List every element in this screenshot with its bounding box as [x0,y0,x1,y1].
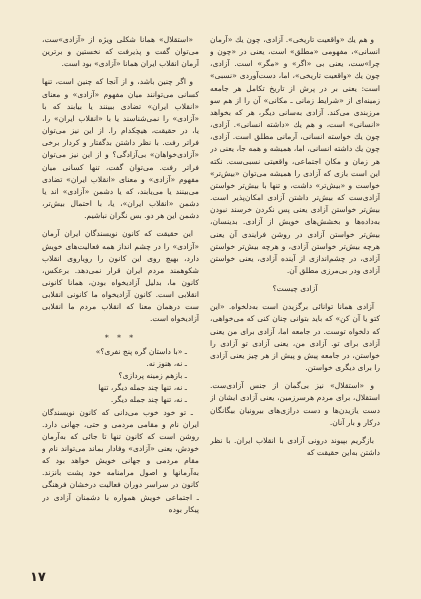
paragraph: ـ تو خود خوب می‌دانی که کانون نویسندگان ایران نام و مقامی مردمی و حتی، جهانی دارد. روشن است که کانون تنها تا جائی که به‌آرمان خودش، یعنی «آزادی» وفادار بماند می‌تواند نام و مقام مردمی و جهانی خویش خواهد بود که به‌آرمانها و اصول مرامنامه خود پشت بانزند. کانون در سراسر دوران فعالیت درخشان فرهنگی ـ اجتماعی خویش همواره با دشمنان آزادی در پیکار بوده [42,407,199,514]
paragraph: آزادی همانا توانائی برگزیدن است به‌دلخواه. «این کتو یا آن کن» که باید بتوانی چنان کنی که می‌خواهی، که دلخواه توست. در جامعه اما، آزادی برای من یعنی آزادی برای تو. آزادی من، یعنی آزادی تو آزادی را خواستن، در جامعه پیش و پیش از هر چیز یعنی آزادی را برای دیگری خواستن. [210,302,380,373]
paragraph: و هم یك «واقعیت تاریخی». آزادی، چون یك «آرمان انسانی»، مفهومی «مطلق» است، یعنی در «چون و چرا»ست، یعنی بی «اگر» و «مگر» است. آزادی، چون یك «واقعیت تاریخی»، اما، دست‌آوردی «نسبی» است: یعنی بر در پرش از تاریخ تکامل هر جامعه زمینه‌ای از «شرایط زمانی ـ مکانی» آن را از هم سو مرزبندی می‌کند. آزادی به‌سانی دیگر، هر که بخواهد «انسانی» است، و هم یك «داشته انسانی». آزادی، چون یك خواسته انسانی، آرمانی مطلق است. آزادی، چون یك داشته انسانی، اما، همیشه و همه جا، یعنی در هر زمان و مکان اجتماعی، واقعیتی نسبی‌ست. نکته این است بازی که آزادی را همیشه می‌توان «بیش‌تر» خواست و «بیش‌تر» داشت، و تنها با بیش‌تر خواستن آزادی‌ست که بیش‌تر داشتن آزادی امکان‌پذیر است. بیش‌تر خواستن آزادی یعنی پس نکردن خرسند نبودن به‌داده‌ها و بخشش‌های خویش از آزادی. بدینسان، بیش‌تر خواستن آزادی در روشن فرایندی آن یعنی هرچه بیش‌تر خواستن آزادی، و هرچه بیش‌تر خواستن آزادی، در چشم‌اندازی از آینده آزادی، یعنی خواستن آزادی ودر بی‌مرزی مطلق آن. [210,35,380,275]
page-number: ۱۷ [30,570,46,585]
section-separator: * * * [104,332,137,342]
dialog-line: ـ نه، تنها چند جمله دیگر. [110,395,187,405]
dialog-line: ـ «با داستان گره پنج نفری؟» [95,346,187,356]
paragraph: و اگر چنین باشد، و از آنجا که چنین است، تنها کسانی می‌توانند میان مفهوم «آزادی» و معنای «انقلاب ایران» تضادی ببینند یا بیابند که با «آزادی» را نمی‌شناسند یا با «انقلاب ایران» را، یا، در حقیقت، هیچکدام را. از این نیز می‌توان فراتر رفت. با نظر داشتن بدگفتار و کردار برخی «آزادی‌خواهان» بی‌آزادگی؟ و از این نیز می‌توان فراتر رفت. می‌توان گفت، تنها کسانی میان مفهوم «آزادی» و معنای «انقلاب ایران» تضادی می‌بینند یا می‌یابند، که یا دشمن «آزادی» اند یا دشمن «انقلاب ایران»، یا، با احتمال بیش‌تر، دشمن این هر دو. بس نگران نباشیم. [42,77,199,221]
section-heading: آزادی چیست؟ [272,284,318,294]
left-text-column [42,34,199,554]
dialog-line: ـ نه، تنها چند جمله دیگر، تنها [98,383,187,393]
dialog-line: ـ بازهم زمینه پردازی؟ [118,371,187,381]
dialog-line: ـ نه، هنوز نه. [146,358,187,368]
paragraph: بازگریم بپیوند درونی آزادی با انقلاب ایران. با نظر داشتن به‌این حقیقت که [210,435,380,457]
paragraph: «استقلال» همانا شکلی ویژه از «آزادی»ست، می‌توان گفت و پذیرفت که نخستین و برترین آرمان انقلاب ایران همانا «آزادی» بود است. [42,35,199,69]
paragraph: و «استقلال» نیز بی‌گمان از جنس آزادی‌ست. استقلال، برای مردم هرسرزمین، یعنی آزادی ایشان از دست یازیدن‌ها و دست درازی‌های بیرونیان بیگانگان درکار و بار آنان. [210,381,380,427]
right-text-column [210,34,380,554]
paragraph: این حقیقت که کانون نویسندگان ایران آرمان «آزادی» را در چشم انداز همه فعالیت‌های خویش دارد، بهیچ روی این کانون را رویاروی انقلاب شکوهمند مردم ایران قرار نمی‌دهد. برعکس، کانون ما، بدلیل آزادیخواه بودن، همانا کانونی انقلابی است. کانون آزادیخواه ما کانونی انقلابی ست درهمان معنا که انقلاب مردم ما انقلابی آزادیخواه است. [42,229,199,324]
